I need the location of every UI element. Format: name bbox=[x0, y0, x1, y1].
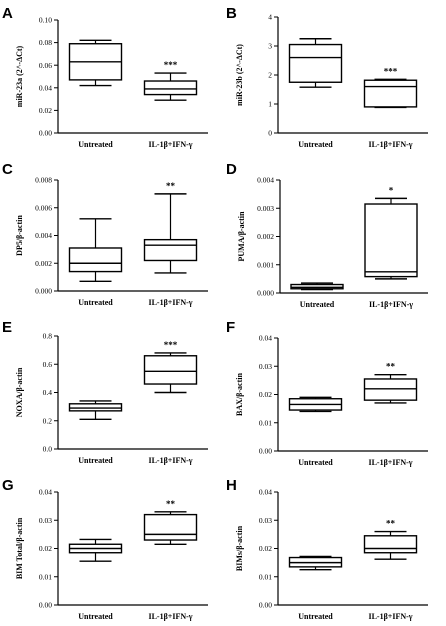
box-untreated bbox=[290, 39, 342, 87]
x-category-label: Untreated bbox=[298, 612, 333, 621]
panel-c bbox=[2, 161, 208, 307]
y-axis-label: miR-23b (2^-ΔCt) bbox=[235, 44, 244, 106]
box-treated bbox=[365, 198, 417, 279]
panel-h bbox=[226, 477, 428, 621]
iqr-box bbox=[70, 404, 122, 411]
y-tick-label: 0 bbox=[268, 128, 272, 138]
y-tick-label: 0.04 bbox=[258, 333, 272, 343]
y-tick-label: 0.03 bbox=[258, 361, 272, 371]
iqr-box bbox=[291, 285, 343, 289]
y-tick-label: 0.06 bbox=[38, 60, 52, 70]
y-tick-label: 4 bbox=[268, 12, 272, 22]
box-treated bbox=[365, 375, 417, 403]
box-untreated bbox=[291, 283, 343, 289]
y-tick-label: 0.000 bbox=[257, 288, 274, 298]
y-tick-label: 3 bbox=[268, 41, 272, 51]
box-treated bbox=[145, 73, 197, 100]
iqr-box bbox=[365, 80, 417, 107]
y-tick-label: 0.000 bbox=[35, 286, 52, 296]
y-axis-label: DP5/β-actin bbox=[15, 215, 24, 256]
y-tick-label: 0.4 bbox=[42, 388, 52, 398]
y-tick-label: 0.004 bbox=[35, 231, 52, 241]
iqr-box bbox=[365, 536, 417, 553]
significance-marker: * bbox=[388, 185, 394, 196]
y-tick-label: 0.00 bbox=[38, 128, 52, 138]
x-category-label: IL-1β+IFN-γ bbox=[148, 298, 193, 307]
box-untreated bbox=[70, 539, 122, 561]
y-tick-label: 0.0 bbox=[42, 444, 52, 454]
panel-d bbox=[226, 161, 428, 309]
x-category-label: Untreated bbox=[78, 298, 113, 307]
significance-marker: *** bbox=[383, 66, 398, 77]
x-category-label: Untreated bbox=[298, 458, 333, 467]
iqr-box bbox=[145, 356, 197, 384]
y-tick-label: 0.01 bbox=[38, 572, 52, 582]
y-tick-label: 0.00 bbox=[258, 446, 272, 456]
y-tick-label: 0.03 bbox=[258, 515, 272, 525]
x-category-label: IL-1β+IFN-γ bbox=[368, 140, 413, 149]
y-axis-label: NOXA/β-actin bbox=[15, 367, 24, 418]
y-axis-label: miR-23a (2^-ΔCt) bbox=[15, 45, 24, 108]
iqr-box bbox=[70, 248, 122, 272]
y-axis-label: BIM Total/β-actin bbox=[15, 517, 24, 580]
panel-letter-g: G bbox=[2, 477, 14, 494]
box-treated bbox=[145, 512, 197, 544]
panel-b bbox=[226, 5, 428, 149]
x-category-label: Untreated bbox=[78, 140, 113, 149]
y-tick-label: 0.04 bbox=[38, 487, 52, 497]
panel-letter-c: C bbox=[2, 161, 13, 178]
y-tick-label: 0.002 bbox=[257, 232, 274, 242]
x-category-label: IL-1β+IFN-γ bbox=[148, 456, 193, 465]
y-tick-label: 0.03 bbox=[38, 515, 52, 525]
y-tick-label: 0.006 bbox=[35, 203, 52, 213]
box-untreated bbox=[70, 219, 122, 281]
panel-e bbox=[2, 319, 208, 465]
iqr-box bbox=[365, 379, 417, 400]
y-tick-label: 0.00 bbox=[38, 600, 52, 610]
y-tick-label: 0.02 bbox=[258, 544, 272, 554]
box-untreated bbox=[290, 556, 342, 569]
panel-a bbox=[2, 5, 208, 149]
y-tick-label: 0.002 bbox=[35, 258, 52, 268]
y-tick-label: 0.6 bbox=[42, 359, 52, 369]
box-untreated bbox=[70, 401, 122, 419]
significance-marker: ** bbox=[386, 518, 395, 529]
panel-letter-b: B bbox=[226, 5, 237, 22]
y-tick-label: 0.02 bbox=[258, 390, 272, 400]
y-tick-label: 0.2 bbox=[42, 416, 52, 426]
x-category-label: Untreated bbox=[298, 140, 333, 149]
y-tick-label: 0.04 bbox=[38, 83, 52, 93]
y-tick-label: 0.004 bbox=[257, 175, 274, 185]
box-untreated bbox=[70, 40, 122, 85]
y-tick-label: 0.04 bbox=[258, 487, 272, 497]
y-tick-label: 0.8 bbox=[42, 331, 52, 341]
panel-letter-a: A bbox=[2, 5, 13, 22]
y-axis-label: BAX/β-actin bbox=[235, 373, 244, 416]
box-untreated bbox=[290, 397, 342, 411]
x-category-label: IL-1β+IFN-γ bbox=[368, 612, 413, 621]
x-category-label: Untreated bbox=[299, 300, 335, 309]
iqr-box bbox=[145, 515, 197, 540]
y-tick-label: 0.02 bbox=[38, 106, 52, 115]
y-tick-label: 0.001 bbox=[257, 260, 274, 270]
y-tick-label: 0.02 bbox=[38, 544, 52, 554]
iqr-box bbox=[145, 81, 197, 95]
panel-g bbox=[2, 477, 208, 621]
iqr-box bbox=[290, 45, 342, 83]
x-category-label: IL-1β+IFN-γ bbox=[368, 300, 414, 309]
panel-f bbox=[226, 319, 428, 467]
significance-marker: ** bbox=[166, 180, 175, 191]
x-category-label: Untreated bbox=[78, 456, 113, 465]
y-tick-label: 0.00 bbox=[258, 600, 272, 610]
y-tick-label: 0.01 bbox=[258, 418, 272, 428]
box-treated bbox=[145, 353, 197, 393]
y-tick-label: 0.01 bbox=[258, 572, 272, 582]
panel-letter-f: F bbox=[226, 319, 236, 336]
iqr-box bbox=[145, 240, 197, 261]
significance-marker: *** bbox=[163, 60, 178, 71]
panel-letter-e: E bbox=[2, 319, 13, 336]
y-tick-label: 2 bbox=[268, 70, 272, 80]
x-category-label: IL-1β+IFN-γ bbox=[148, 140, 193, 149]
y-tick-label: 0.08 bbox=[38, 38, 52, 48]
y-tick-label: 0.10 bbox=[38, 15, 52, 25]
x-category-label: Untreated bbox=[78, 612, 113, 621]
y-axis-label: PUMA/β-actin bbox=[237, 211, 246, 262]
x-category-label: IL-1β+IFN-γ bbox=[368, 458, 413, 467]
x-category-label: IL-1β+IFN-γ bbox=[148, 612, 193, 621]
y-tick-label: 1 bbox=[268, 99, 272, 109]
y-tick-label: 0.008 bbox=[35, 175, 52, 185]
iqr-box bbox=[365, 204, 417, 277]
significance-marker: *** bbox=[163, 339, 178, 350]
significance-marker: ** bbox=[386, 361, 395, 372]
box-treated bbox=[365, 79, 417, 107]
panel-letter-h: H bbox=[226, 477, 237, 494]
y-tick-label: 0.003 bbox=[257, 203, 274, 213]
box-treated bbox=[145, 194, 197, 273]
panel-letter-d: D bbox=[226, 161, 237, 178]
significance-marker: ** bbox=[166, 498, 175, 509]
y-axis-label: BIMs/β-actin bbox=[235, 525, 244, 572]
box-treated bbox=[365, 532, 417, 560]
